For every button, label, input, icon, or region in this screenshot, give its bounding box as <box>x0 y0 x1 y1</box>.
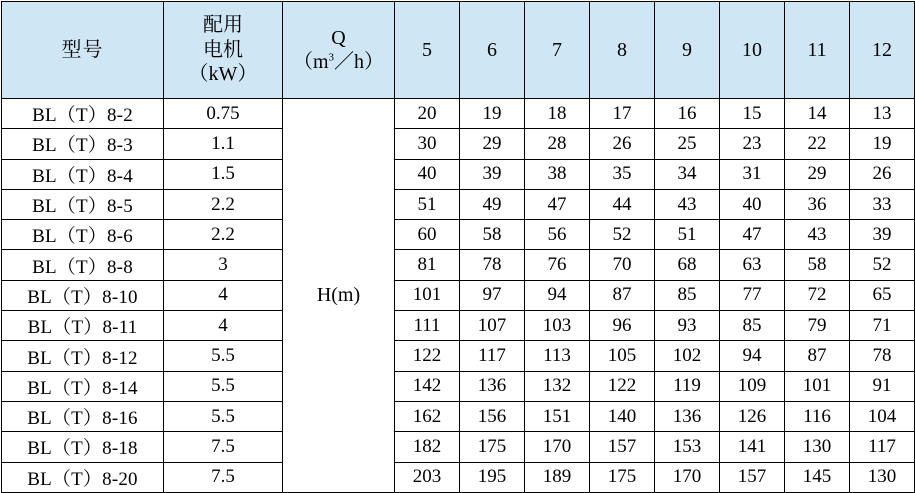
flow-symbol: Q <box>331 26 346 49</box>
model-cell: BL（T）8-10 <box>2 280 164 310</box>
head-value-cell: 189 <box>525 462 590 492</box>
head-value-cell: 15 <box>720 99 785 129</box>
head-value-cell: 170 <box>655 462 720 492</box>
head-value-cell: 28 <box>525 129 590 159</box>
model-cell: BL（T）8-11 <box>2 311 164 341</box>
head-value-cell: 47 <box>525 189 590 219</box>
model-cell: BL（T）8-4 <box>2 159 164 189</box>
head-value-cell: 14 <box>785 99 850 129</box>
head-value-cell: 104 <box>850 401 915 431</box>
head-value-cell: 141 <box>720 432 785 462</box>
head-value-cell: 19 <box>460 99 525 129</box>
head-value-cell: 60 <box>395 220 460 250</box>
table-body <box>2 99 915 493</box>
motor-power-line-2: 电机 <box>203 38 243 61</box>
flow-unit-prefix: （m <box>292 51 329 73</box>
head-value-cell: 111 <box>395 311 460 341</box>
table-row <box>2 189 915 219</box>
head-value-cell: 13 <box>850 99 915 129</box>
model-cell: BL（T）8-12 <box>2 341 164 371</box>
table-row <box>2 99 915 129</box>
power-cell: 0.75 <box>164 99 283 129</box>
power-cell: 7.5 <box>164 462 283 492</box>
motor-power-line-1: 配用 <box>203 14 243 37</box>
head-value-cell: 136 <box>655 401 720 431</box>
head-value-cell: 91 <box>850 371 915 401</box>
head-value-cell: 78 <box>850 341 915 371</box>
head-value-cell: 51 <box>655 220 720 250</box>
head-value-cell: 151 <box>525 401 590 431</box>
table-row <box>2 250 915 280</box>
model-cell: BL（T）8-2 <box>2 99 164 129</box>
head-value-cell: 101 <box>785 371 850 401</box>
head-value-cell: 19 <box>850 129 915 159</box>
head-value-cell: 101 <box>395 280 460 310</box>
model-cell: BL（T）8-20 <box>2 462 164 492</box>
table-row <box>2 462 915 492</box>
head-value-cell: 52 <box>850 250 915 280</box>
head-value-cell: 72 <box>785 280 850 310</box>
head-value-cell: 30 <box>395 129 460 159</box>
head-value-cell: 93 <box>655 311 720 341</box>
model-cell: BL（T）8-16 <box>2 401 164 431</box>
flow-column-header: 5 <box>395 2 460 99</box>
head-value-cell: 87 <box>785 341 850 371</box>
head-value-cell: 107 <box>460 311 525 341</box>
head-value-cell: 203 <box>395 462 460 492</box>
head-value-cell: 63 <box>720 250 785 280</box>
table-row <box>2 311 915 341</box>
table-row <box>2 129 915 159</box>
flow-unit-exponent: 3 <box>328 51 335 64</box>
head-value-cell: 113 <box>525 341 590 371</box>
column-header-motor-power <box>164 2 283 99</box>
power-cell: 4 <box>164 280 283 310</box>
table-row <box>2 280 915 310</box>
head-value-cell: 43 <box>655 189 720 219</box>
flow-column-header: 6 <box>460 2 525 99</box>
power-cell: 7.5 <box>164 432 283 462</box>
head-value-cell: 96 <box>590 311 655 341</box>
head-value-cell: 18 <box>525 99 590 129</box>
model-cell: BL（T）8-3 <box>2 129 164 159</box>
flow-column-header: 12 <box>850 2 915 99</box>
head-value-cell: 79 <box>785 311 850 341</box>
head-value-cell: 157 <box>590 432 655 462</box>
head-value-cell: 145 <box>785 462 850 492</box>
head-value-cell: 195 <box>460 462 525 492</box>
model-cell: BL（T）8-6 <box>2 220 164 250</box>
model-cell: BL（T）8-18 <box>2 432 164 462</box>
head-value-cell: 68 <box>655 250 720 280</box>
power-cell: 2.2 <box>164 220 283 250</box>
power-cell: 5.5 <box>164 371 283 401</box>
head-value-cell: 97 <box>460 280 525 310</box>
head-value-cell: 85 <box>655 280 720 310</box>
head-value-cell: 70 <box>590 250 655 280</box>
head-value-cell: 51 <box>395 189 460 219</box>
model-cell: BL（T）8-8 <box>2 250 164 280</box>
head-value-cell: 126 <box>720 401 785 431</box>
motor-power-line-3: （kW） <box>188 63 258 86</box>
head-value-cell: 162 <box>395 401 460 431</box>
table-header <box>2 2 915 99</box>
head-value-cell: 26 <box>590 129 655 159</box>
column-header-model: 型号 <box>2 2 164 99</box>
head-value-cell: 20 <box>395 99 460 129</box>
head-value-cell: 38 <box>525 159 590 189</box>
power-cell: 1.1 <box>164 129 283 159</box>
head-value-cell: 56 <box>525 220 590 250</box>
flow-column-header: 11 <box>785 2 850 99</box>
table-row <box>2 341 915 371</box>
head-value-cell: 35 <box>590 159 655 189</box>
head-value-cell: 117 <box>460 341 525 371</box>
head-value-cell: 156 <box>460 401 525 431</box>
head-value-cell: 71 <box>850 311 915 341</box>
head-value-cell: 109 <box>720 371 785 401</box>
head-value-cell: 132 <box>525 371 590 401</box>
head-value-cell: 85 <box>720 311 785 341</box>
head-value-cell: 65 <box>850 280 915 310</box>
head-value-cell: 16 <box>655 99 720 129</box>
pump-performance-table <box>1 1 915 493</box>
power-cell: 5.5 <box>164 401 283 431</box>
head-value-cell: 153 <box>655 432 720 462</box>
table-row <box>2 220 915 250</box>
table-row <box>2 371 915 401</box>
head-unit-cell: H(m) <box>283 99 395 493</box>
head-value-cell: 116 <box>785 401 850 431</box>
head-value-cell: 40 <box>395 159 460 189</box>
head-value-cell: 142 <box>395 371 460 401</box>
flow-unit-suffix: ／h） <box>334 51 385 73</box>
head-value-cell: 58 <box>785 250 850 280</box>
head-value-cell: 130 <box>850 462 915 492</box>
head-value-cell: 40 <box>720 189 785 219</box>
power-cell: 4 <box>164 311 283 341</box>
column-header-flow-rate <box>283 2 395 99</box>
flow-column-header: 7 <box>525 2 590 99</box>
head-value-cell: 34 <box>655 159 720 189</box>
head-value-cell: 122 <box>590 371 655 401</box>
head-value-cell: 140 <box>590 401 655 431</box>
head-value-cell: 136 <box>460 371 525 401</box>
head-value-cell: 182 <box>395 432 460 462</box>
head-value-cell: 44 <box>590 189 655 219</box>
flow-column-header: 8 <box>590 2 655 99</box>
head-value-cell: 25 <box>655 129 720 159</box>
head-value-cell: 94 <box>720 341 785 371</box>
head-value-cell: 175 <box>590 462 655 492</box>
head-value-cell: 122 <box>395 341 460 371</box>
head-value-cell: 105 <box>590 341 655 371</box>
flow-column-header: 10 <box>720 2 785 99</box>
head-value-cell: 175 <box>460 432 525 462</box>
head-value-cell: 77 <box>720 280 785 310</box>
flow-unit <box>283 50 394 74</box>
head-value-cell: 47 <box>720 220 785 250</box>
head-value-cell: 130 <box>785 432 850 462</box>
power-cell: 5.5 <box>164 341 283 371</box>
head-value-cell: 117 <box>850 432 915 462</box>
head-value-cell: 31 <box>720 159 785 189</box>
head-value-cell: 36 <box>785 189 850 219</box>
head-value-cell: 17 <box>590 99 655 129</box>
power-cell: 3 <box>164 250 283 280</box>
head-value-cell: 103 <box>525 311 590 341</box>
head-value-cell: 43 <box>785 220 850 250</box>
head-value-cell: 33 <box>850 189 915 219</box>
table-row <box>2 401 915 431</box>
head-value-cell: 49 <box>460 189 525 219</box>
head-value-cell: 39 <box>460 159 525 189</box>
head-value-cell: 78 <box>460 250 525 280</box>
power-cell: 1.5 <box>164 159 283 189</box>
head-value-cell: 29 <box>460 129 525 159</box>
head-value-cell: 58 <box>460 220 525 250</box>
head-value-cell: 170 <box>525 432 590 462</box>
head-value-cell: 76 <box>525 250 590 280</box>
head-value-cell: 22 <box>785 129 850 159</box>
model-cell: BL（T）8-5 <box>2 189 164 219</box>
head-value-cell: 39 <box>850 220 915 250</box>
table-row <box>2 159 915 189</box>
head-value-cell: 119 <box>655 371 720 401</box>
flow-column-header: 9 <box>655 2 720 99</box>
head-value-cell: 102 <box>655 341 720 371</box>
head-value-cell: 94 <box>525 280 590 310</box>
power-cell: 2.2 <box>164 189 283 219</box>
head-value-cell: 26 <box>850 159 915 189</box>
head-value-cell: 52 <box>590 220 655 250</box>
model-cell: BL（T）8-14 <box>2 371 164 401</box>
head-value-cell: 81 <box>395 250 460 280</box>
head-value-cell: 157 <box>720 462 785 492</box>
head-value-cell: 23 <box>720 129 785 159</box>
head-value-cell: 87 <box>590 280 655 310</box>
head-value-cell: 29 <box>785 159 850 189</box>
